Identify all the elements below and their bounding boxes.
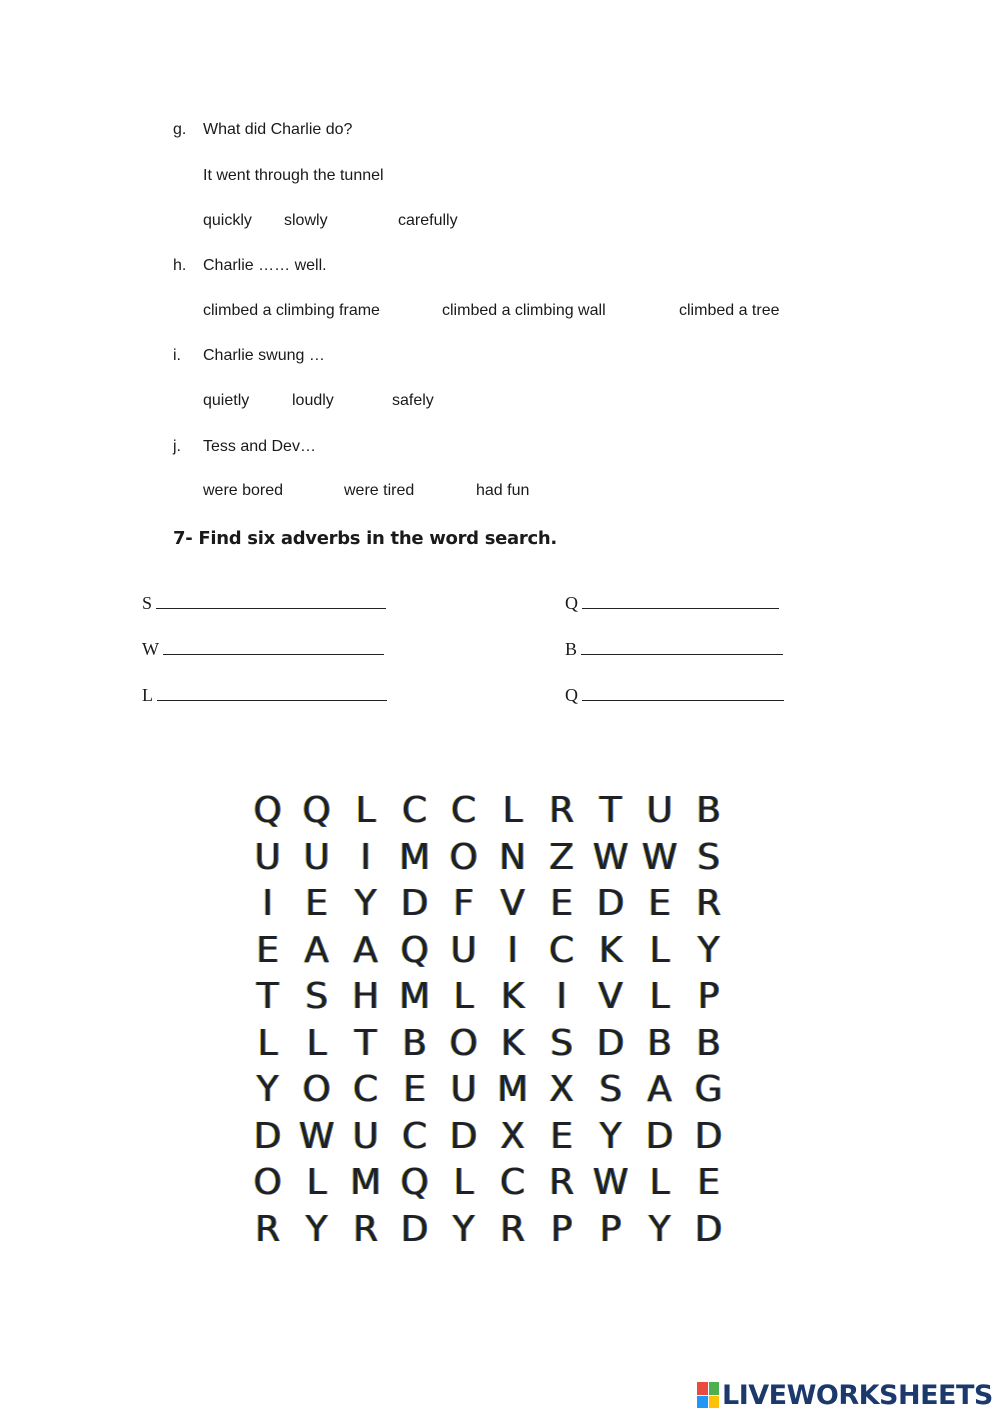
word-search-cell[interactable]: R [499,1208,525,1250]
word-search-cell[interactable]: S [305,976,328,1017]
logo-square-green [709,1382,720,1395]
word-search-cell[interactable]: E [256,929,279,971]
option-j-3[interactable]: had fun [476,482,530,499]
word-search-cell[interactable]: E [697,1162,720,1203]
word-search-cell[interactable]: N [499,836,526,878]
question-g-text: What did Charlie do? [203,121,353,138]
word-search-cell[interactable]: Y [648,1208,671,1250]
word-search-cell[interactable]: I [556,976,567,1017]
option-h-3[interactable]: climbed a tree [679,302,780,319]
answer-blank-q2[interactable] [582,684,784,701]
logo-square-red [697,1382,708,1395]
word-search-cell[interactable]: I [360,836,371,878]
word-search-cell[interactable]: A [647,1069,672,1110]
word-search-cell[interactable]: S [599,1069,622,1110]
option-h-1[interactable]: climbed a climbing frame [203,302,380,319]
word-search-cell[interactable]: O [253,1162,282,1203]
answer-row-2-left [142,638,384,660]
word-search-cell[interactable]: L [649,1162,670,1203]
word-search-cell[interactable]: L [649,976,670,1017]
question-j-text: Tess and Dev… [203,438,316,455]
word-search-cell[interactable]: Y [452,1208,475,1250]
answer-row-3-right [565,684,784,706]
option-j-1[interactable]: were bored [203,482,284,499]
answer-blank-w[interactable] [163,638,384,655]
word-search-cell[interactable]: O [449,1022,478,1064]
word-search-cell[interactable]: E [550,883,573,924]
word-search-cell[interactable]: R [352,1208,378,1250]
word-search-cell[interactable]: U [450,1069,477,1110]
word-search-cell[interactable]: L [649,929,670,971]
word-search-cell[interactable]: M [398,976,431,1017]
question-letter-h: h. [173,257,187,274]
answer-blank-b[interactable] [581,638,783,655]
answer-letter: Q [565,593,578,613]
word-search-cell[interactable]: C [499,1162,526,1203]
word-search-cell[interactable]: E [648,883,671,924]
word-search-cell[interactable]: R [254,1208,280,1250]
word-search-cell[interactable]: M [398,836,431,878]
word-search-cell[interactable]: Y [599,1115,622,1157]
word-search-cell[interactable]: P [550,1208,573,1250]
word-search-cell[interactable]: A [304,929,329,971]
word-search-row [243,835,733,882]
word-search-cell[interactable]: U [303,836,330,878]
option-i-3[interactable]: safely [392,392,434,409]
word-search-cell[interactable]: D [694,1115,723,1157]
word-search-cell[interactable]: L [306,1162,327,1203]
option-g-3[interactable]: carefully [398,212,458,229]
word-search-cell[interactable]: U [450,929,477,971]
answer-row-1-right [565,592,779,614]
word-search-cell[interactable]: U [254,836,281,878]
word-search-cell[interactable]: R [548,790,574,831]
answer-row-2-right [565,638,783,660]
answer-row-3-left [142,684,387,706]
word-search-cell[interactable]: M [496,1069,529,1110]
answer-letter: W [142,639,159,659]
liveworksheets-logo-icon [697,1382,719,1408]
answer-letter: L [142,685,153,705]
word-search-row [243,1207,733,1254]
word-search-cell[interactable]: M [349,1162,382,1203]
word-search-row [243,881,733,928]
word-search-cell[interactable]: V [598,976,623,1017]
word-search-cell[interactable]: W [592,836,629,878]
word-search-cell[interactable]: E [403,1069,426,1110]
word-search-cell[interactable]: C [401,790,428,831]
word-search-cell[interactable]: L [453,976,474,1017]
word-search-cell[interactable]: D [400,1208,429,1250]
word-search-cell[interactable]: E [305,883,328,924]
word-search-cell[interactable]: L [355,790,376,831]
word-search-cell[interactable]: A [353,929,378,971]
answer-letter: S [142,593,153,613]
logo-square-yellow [709,1396,720,1409]
word-search-cell[interactable]: I [507,929,518,971]
word-search-cell[interactable]: K [500,976,525,1017]
option-j-2[interactable]: were tired [344,482,415,499]
word-search-cell[interactable]: Q [302,790,331,831]
word-search-cell[interactable]: D [253,1115,282,1157]
word-search-cell[interactable]: P [697,976,720,1017]
word-search-row [243,1114,733,1161]
word-search-row [243,1021,733,1068]
word-search-row [243,1160,733,1207]
word-search-cell[interactable]: X [500,1115,525,1157]
word-search-cell[interactable]: L [257,1022,278,1064]
word-search-cell[interactable]: L [502,790,523,831]
answer-letter: Q [565,685,578,705]
answer-blank-q1[interactable] [582,592,779,609]
word-search-cell[interactable]: B [696,1022,721,1064]
logo-text: LIVEWORKSHEETS [722,1379,993,1411]
word-search-cell[interactable]: E [550,1115,573,1157]
option-g-2[interactable]: slowly [284,212,328,229]
answer-row-1-left [142,592,386,614]
word-search-cell[interactable]: G [694,1069,723,1110]
word-search-cell[interactable]: D [400,883,429,924]
word-search-cell[interactable]: U [352,1115,379,1157]
word-search-cell[interactable]: B [647,1022,672,1064]
word-search-cell[interactable]: Q [400,1162,429,1203]
word-search-cell[interactable]: R [695,883,721,924]
word-search-cell[interactable]: D [645,1115,674,1157]
word-search-cell[interactable]: W [592,1162,629,1203]
logo-square-blue [697,1396,708,1409]
word-search-cell[interactable]: X [549,1069,574,1110]
word-search-cell[interactable]: S [550,1022,573,1064]
word-search-cell[interactable]: Q [253,790,282,831]
word-search-cell[interactable]: T [354,1022,377,1064]
word-search-row [243,1067,733,1114]
word-search-cell[interactable]: D [596,1022,625,1064]
question-g-sub: It went through the tunnel [203,167,384,184]
word-search-cell[interactable]: Y [305,1208,328,1250]
word-search-cell[interactable]: O [302,1069,331,1110]
word-search-cell[interactable]: P [599,1208,622,1250]
word-search-cell[interactable]: D [449,1115,478,1157]
word-search-cell[interactable]: Y [354,883,377,924]
word-search-cell[interactable]: B [402,1022,427,1064]
word-search-cell[interactable]: D [694,1208,723,1250]
word-search-cell[interactable]: T [599,790,622,831]
answer-blank-l[interactable] [157,684,387,701]
word-search-cell[interactable]: Z [549,836,574,878]
word-search-grid [243,788,733,1253]
word-search-cell[interactable]: W [641,836,678,878]
question-letter-g: g. [173,121,187,138]
liveworksheets-logo [697,1378,993,1412]
answer-letter: B [565,639,578,659]
question-h-text: Charlie …… well. [203,257,327,274]
word-search-cell[interactable]: S [697,836,720,878]
word-search-cell[interactable]: Q [400,929,429,971]
option-i-2[interactable]: loudly [292,392,334,409]
word-search-cell[interactable]: Y [697,929,720,971]
word-search-cell[interactable]: F [453,883,474,924]
word-search-cell[interactable]: C [352,1069,379,1110]
section-heading: 7- Find six adverbs in the word search. [173,528,557,549]
word-search-cell[interactable]: Y [256,1069,279,1110]
word-search-cell[interactable]: W [298,1115,335,1157]
question-i-text: Charlie swung … [203,347,325,364]
option-g-1[interactable]: quickly [203,212,252,229]
word-search-cell[interactable]: T [256,976,279,1017]
word-search-cell[interactable]: I [262,883,273,924]
word-search-cell[interactable]: U [646,790,673,831]
option-i-1[interactable]: quietly [203,392,250,409]
answer-blank-s[interactable] [156,592,386,609]
word-search-cell[interactable]: C [548,929,575,971]
option-h-2[interactable]: climbed a climbing wall [442,302,606,319]
question-letter-j: j. [173,438,181,455]
word-search-cell[interactable]: R [548,1162,574,1203]
word-search-cell[interactable]: K [500,1022,525,1064]
word-search-cell[interactable]: C [450,790,477,831]
word-search-cell[interactable]: D [596,883,625,924]
word-search-cell[interactable]: L [306,1022,327,1064]
question-letter-i: i. [173,347,181,364]
word-search-row [243,974,733,1021]
word-search-row [243,788,733,835]
word-search-cell[interactable]: L [453,1162,474,1203]
word-search-row [243,928,733,975]
word-search-cell[interactable]: H [351,976,380,1017]
word-search-cell[interactable]: V [500,883,525,924]
word-search-cell[interactable]: K [598,929,623,971]
word-search-cell[interactable]: B [696,790,721,831]
word-search-cell[interactable]: C [401,1115,428,1157]
word-search-cell[interactable]: O [449,836,478,878]
